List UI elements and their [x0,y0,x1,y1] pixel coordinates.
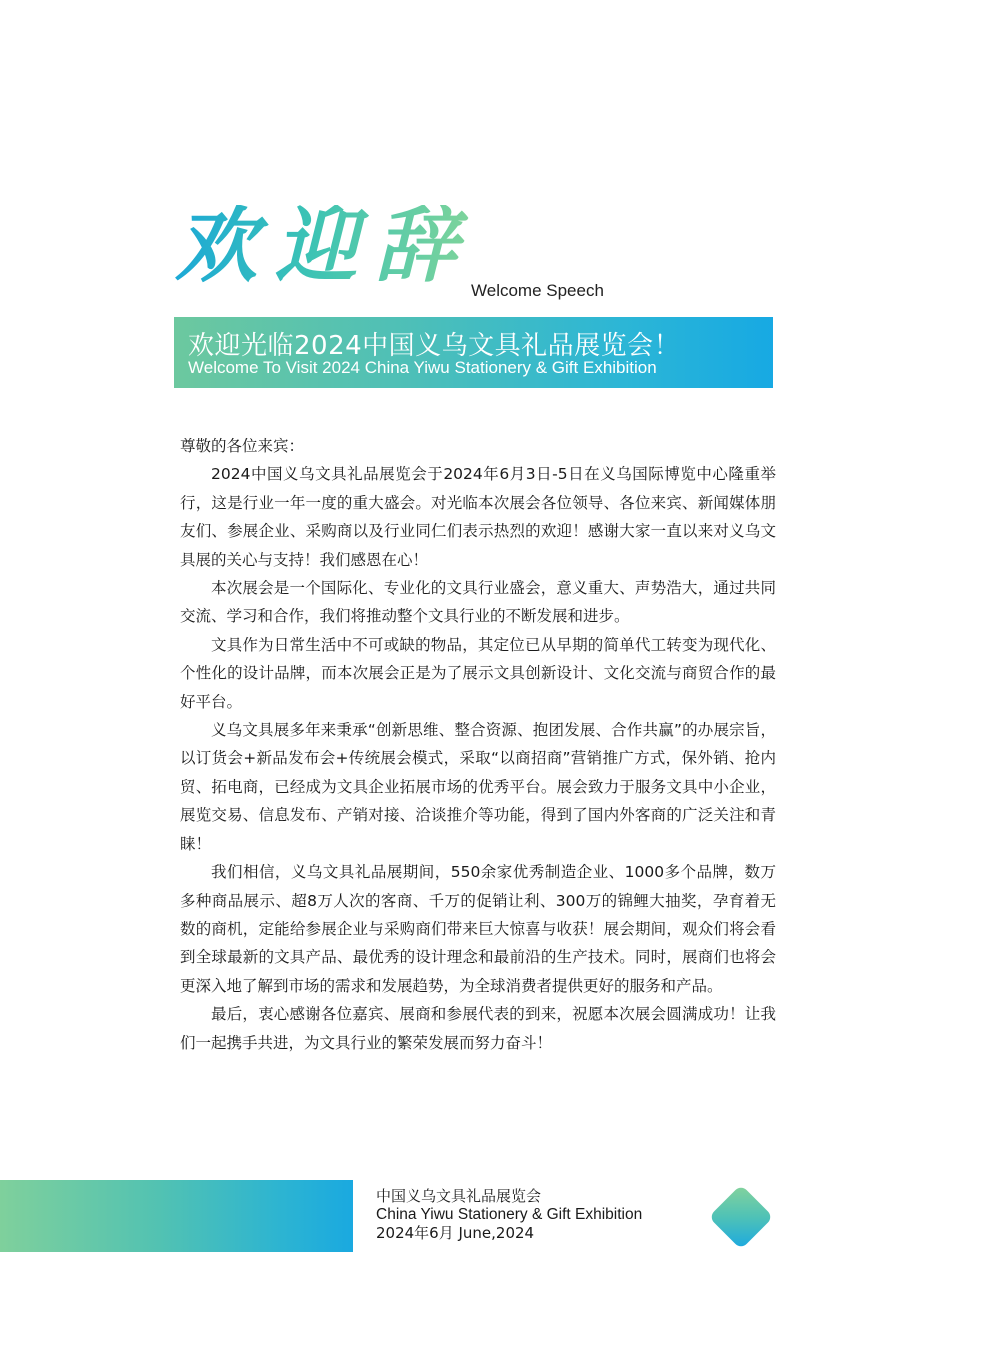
diamond-logo-icon [708,1184,773,1249]
calligraphy-title: 欢迎辞 [175,198,475,294]
paragraph-4: 义乌文具展多年来秉承“创新思维、整合资源、抱团发展、合作共赢”的办展宗旨，以订货会+新品发布会+传统展会模式，采取“以商招商”营销推广方式，保外销、抢内贸、拓电商，已经成为文具企业拓展市场的优秀平台。展会致力于服务文具中小企业，展览交易、信息发布、产销对接、洽谈推介等功能，得到了国内外客商的广泛关注和青睐！ [180,721,776,853]
title-banner [174,317,773,388]
speech-body [180,432,776,1057]
footer-org-cn: 中国义乌文具礼品展览会 [376,1187,542,1205]
footer-org-en: China Yiwu Stationery & Gift Exhibition [376,1205,643,1223]
paragraph-6: 最后，衷心感谢各位嘉宾、展商和参展代表的到来，祝愿本次展会圆满成功！让我们一起携手共进，为文具行业的繁荣发展而努力奋斗！ [180,1005,776,1052]
paragraph-2: 本次展会是一个国际化、专业化的文具行业盛会，意义重大、声势浩大，通过共同交流、学习和合作，我们将推动整个文具行业的不断发展和进步。 [180,579,776,626]
banner-title-en: Welcome To Visit 2024 China Yiwu Stationery & Gift Exhibition [188,358,657,377]
footer-gradient-bar [0,1180,353,1252]
paragraph-5: 我们相信，义乌文具礼品展期间，550余家优秀制造企业、1000多个品牌，数万多种商品展示、超8万人次的客商、千万的促销让利、300万的锦鲤大抽奖，孕育着无数的商机，定能给参展企业与采购商们带来巨大惊喜与收获！展会期间，观众们将会看到全球最新的文具产品、最优秀的设计理念和最前沿的生产技术。同时，展商们也将会更深入地了解到市场的需求和发展趋势，为全球消费者提供更好的服务和产品。 [180,863,776,995]
footer-info [376,1187,642,1243]
banner-title-cn: 欢迎光临2024中国义乌文具礼品展览会！ [188,331,681,361]
paragraph-1: 2024中国义乌文具礼品展览会于2024年6月3日-5日在义乌国际博览中心隆重举行，这是行业一年一度的重大盛会。对光临本次展会各位领导、各位来宾、新闻媒体朋友们、参展企业、采购商以及行业同仁们表示热烈的欢迎！感谢大家一直以来对义乌文具展的关心与支持！我们感恩在心！ [180,465,776,569]
footer-date: 2024年6月 June,2024 [376,1224,535,1242]
paragraph-3: 文具作为日常生活中不可或缺的物品，其定位已从早期的简单代工转变为现代化、个性化的设计品牌，而本次展会正是为了展示文具创新设计、文化交流与商贸合作的最好平台。 [180,635,776,711]
greeting: 尊敬的各位来宾： [180,437,305,455]
subtitle-en: Welcome Speech [471,281,604,300]
